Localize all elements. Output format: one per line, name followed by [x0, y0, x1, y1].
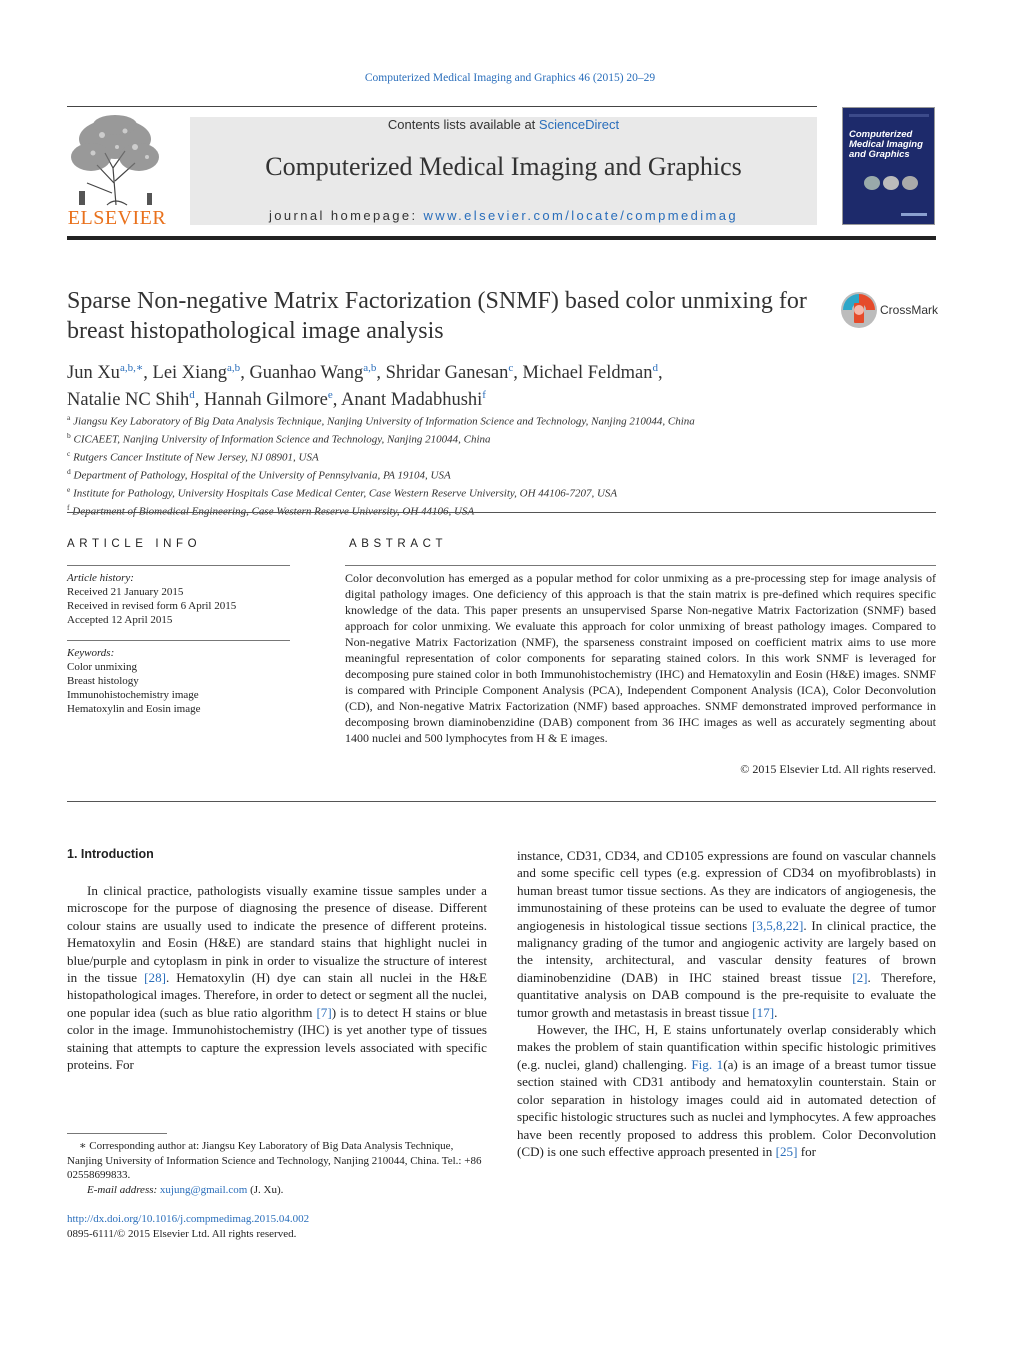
divider: [67, 512, 936, 513]
history-item: Received 21 January 2015: [67, 586, 184, 598]
affiliation: $^b$ CICAEET, Nanjing University of Information Science and Technology, Nanjing 210044, China: [67, 430, 491, 446]
sciencedirect-link[interactable]: ScienceDirect: [538, 117, 620, 132]
email-link[interactable]: xujung@gmail.com: [159, 1183, 248, 1196]
body-column-left: [67, 882, 487, 1073]
cover-title: Computerized Medical Imaging and Graphics: [849, 129, 923, 160]
affiliations: [67, 411, 937, 519]
doi-block: [67, 1212, 487, 1241]
journal-title: Computerized Medical Imaging and Graphics: [265, 152, 742, 181]
citation-link[interactable]: [28]: [144, 970, 166, 986]
paragraph: In clinical practice, pathologists visually examine tissue samples under a microscope for the purpose of diagnosing the presence of disease. Different colour stains are usually used to indicate the presence of different proteins. Hematoxylin and Eosin (H&E) are standard stains that highlight nuclei in blue/purple and cytoplasm in pink in order to visualize the structure of interest in the tissue [28]. Hematoxylin (H) dye can stain all nuclei in the H&E histopathological images. Therefore, in order to detect or segment all the nuclei, one popular idea (such as blue ratio algorithm [7]) is to detect H stains or blue color in the image. Immunohistochemistry (IHC) is yet another type of tissues staining that attempts to capture the expression levels associated with specific proteins. For: [67, 883, 487, 1073]
author[interactable]: Michael Feldman$^d$: [522, 362, 658, 384]
elsevier-wordmark[interactable]: ELSEVIER: [67, 207, 167, 229]
affiliation: $^d$ Department of Pathology, Hospital of the University of Pennsylvania, PA 19104, USA: [67, 466, 451, 482]
paper-title: Sparse Non-negative Matrix Factorization (SNMF) based color unmixing for breast histopathological image analysis: [67, 288, 807, 344]
footnote-rule: [67, 1133, 167, 1134]
section-heading-introduction: 1. Introduction: [67, 847, 154, 861]
journal-homepage: [190, 208, 817, 223]
journal-cover-thumbnail[interactable]: [842, 107, 935, 225]
citation-link[interactable]: [3,5,8,22]: [752, 917, 804, 933]
article-history: [67, 571, 290, 627]
homepage-label: journal homepage:: [269, 208, 424, 223]
citation-link[interactable]: [7]: [316, 1004, 332, 1020]
keyword: Breast histology: [67, 675, 139, 687]
author[interactable]: Hannah Gilmore$^e$: [204, 389, 333, 411]
keyword: Hematoxylin and Eosin image: [67, 703, 201, 715]
email-label: E-mail address:: [87, 1183, 160, 1196]
crossmark-label: CrossMark: [880, 303, 939, 317]
author[interactable]: Shridar Ganesan$^c$: [385, 362, 514, 384]
divider: [345, 565, 936, 566]
affiliation: $^c$ Rutgers Cancer Institute of New Jersey, NJ 08901, USA: [67, 448, 319, 464]
affiliation: $^a$ Jiangsu Key Laboratory of Big Data Analysis Technique, Nanjing University of Information Science and Technology, Nanjing 210044, China: [67, 413, 695, 428]
affiliation: $^e$ Institute for Pathology, University Hospitals Case Medical Center, Case Western Reserve University, OH 44106-7207, USA: [67, 484, 618, 500]
history-item: Accepted 12 April 2015: [67, 614, 173, 626]
contents-line: [190, 117, 817, 132]
author[interactable]: Guanhao Wang$^{a,b}$: [249, 362, 377, 384]
author[interactable]: Jun $Xu^{a,b,∗}$: [67, 362, 144, 384]
author[interactable]: Lei Xiang$^{a,b}$: [152, 362, 241, 384]
affiliation: f: [67, 502, 70, 512]
header-thick-rule: [67, 236, 936, 240]
paragraph: However, the IHC, H, E stains unfortunately overlap considerably which makes the problem of stain quantification within specific histologic primitives (e.g. nuclei, gland) challenging. Fig. 1(a) is an image of a breast tumor tissue section stained with CD31 antibody and hematoxylin counterstain. Stain or color separation in histology images could aid in automated detection of specific histologic structures such as nuclei and lymphocytes. A few approaches have been recently proposed to address this problem. Color Deconvolution (CD) is one such effective approach presented in [25] for: [517, 1022, 937, 1159]
citation-link[interactable]: [2]: [852, 969, 868, 985]
divider: [67, 640, 290, 641]
article-info-heading: ARTICLE INFO: [67, 538, 202, 550]
keywords: [67, 646, 290, 716]
journal-citation[interactable]: Computerized Medical Imaging and Graphics 46 (2015) 20–29: [364, 72, 656, 84]
crossmark-icon: [840, 291, 878, 329]
history-label: Article history:: [67, 572, 134, 584]
cover-footer-mark: [901, 213, 927, 216]
history-item: Received in revised form 6 April 2015: [67, 600, 237, 612]
keywords-label: Keywords:: [67, 647, 115, 659]
issn-line: 0895-6111/© 2015 Elsevier Ltd. All rights reserved.: [67, 1227, 297, 1240]
citation-link[interactable]: [25]: [775, 1143, 798, 1159]
header-rule: [67, 106, 817, 107]
cover-stripe: [849, 114, 929, 117]
paragraph: instance, CD31, CD34, and CD105 expressions are found on vascular channels and some specific cell types (e.g. expression of CD34 on myofibroblasts) in human breast tumor tissue sections. As they are indicators of angiogenesis, the immunostaining of these proteins can be used to evaluate the degree of tumor angiogenesis in histological tissue sections [3,5,8,22]. In clinical practice, the malignancy grading of the tumor and angiogenic activity are largely based on the intensity, architectural, and vascular density features of brown diaminobenzidine (DAB) in IHC stained breast tissue [2]. Therefore, quantitative analysis on DAB compound is the pre-requisite to evaluate the tumor growth and metastasis in breast tissue [17].: [517, 848, 936, 1020]
keyword: Color unmixing: [67, 661, 137, 673]
footnote-text: ∗ Corresponding author at: Jiangsu Key Laboratory of Big Data Analysis Technique, Nanjing University of Information Science and Technology, Nanjing 210044, China. Tel.: +86 02558699833.: [67, 1140, 482, 1181]
crossmark-badge[interactable]: [840, 291, 940, 329]
author[interactable]: Natalie NC Shih$^d$: [67, 389, 195, 411]
cover-images-icon: [863, 174, 919, 192]
keyword: Immunohistochemistry image: [67, 689, 199, 701]
homepage-link[interactable]: www.elsevier.com/locate/compmedimag: [423, 208, 738, 223]
author-list: Jun $Xu^{a,b,∗}$, Lei Xiang$^{a,b}$, Guanhao Wang$^{a,b}$, Shridar Ganesan$^c$, Michael Feldman$^d$, Natalie NC Shih$^d$, Hannah Gilmore$^e$, Anant Madabhushi$^f$: [67, 362, 663, 411]
doi-link[interactable]: http://dx.doi.org/10.1016/j.compmedimag.2015.04.002: [67, 1213, 310, 1225]
abstract-copyright: © 2015 Elsevier Ltd. All rights reserved.: [740, 762, 936, 776]
figure-link[interactable]: Fig. 1: [691, 1056, 724, 1072]
body-column-right: [517, 847, 936, 1160]
citation-link[interactable]: [17]: [752, 1004, 775, 1020]
divider: [67, 565, 290, 566]
contents-prefix: Contents lists available at: [387, 117, 539, 132]
corresponding-author-footnote: [67, 1139, 487, 1197]
divider: [67, 801, 936, 802]
email-suffix: (J. Xu).: [247, 1183, 284, 1196]
abstract-heading: ABSTRACT: [349, 538, 448, 550]
author[interactable]: Anant Madabhushi$^f$: [340, 389, 486, 411]
abstract-text: Color deconvolution has emerged as a popular method for color unmixing as a pre-processing step for image analysis of digital pathology images. One deficiency of this approach is that the stain matrix is pre-defined which requires specific knowledge of the data. This paper presents an unsupervised Sparse Non-negative Matrix Factorization (SNMF) based approach for color unmixing. We evaluate this approach for color unmixing of breast pathology images. Compared to Non-negative Matrix Factorization (NMF), the sparseness constraint imposed on coefficient matrix aims to use more meaningful representation of color components for separating stained colors. In this work SNMF is leveraged for decomposing pure stained color in both Immunohistochemistry (IHC) and Hematoxylin and Eosin (H&E) images. SNMF is compared with Principle Component Analysis (PCA), Independent Component Analysis (ICA), Color Deconvolution (CD), and Non-negative Matrix Factorization (NMF) based approaches. SNMF demonstrated improved performance in decomposing brown diaminobenzidine (DAB) component from 36 IHC images as well as accurately segmenting about 1400 nuclei and 500 lymphocytes from H & E images.: [345, 571, 936, 745]
